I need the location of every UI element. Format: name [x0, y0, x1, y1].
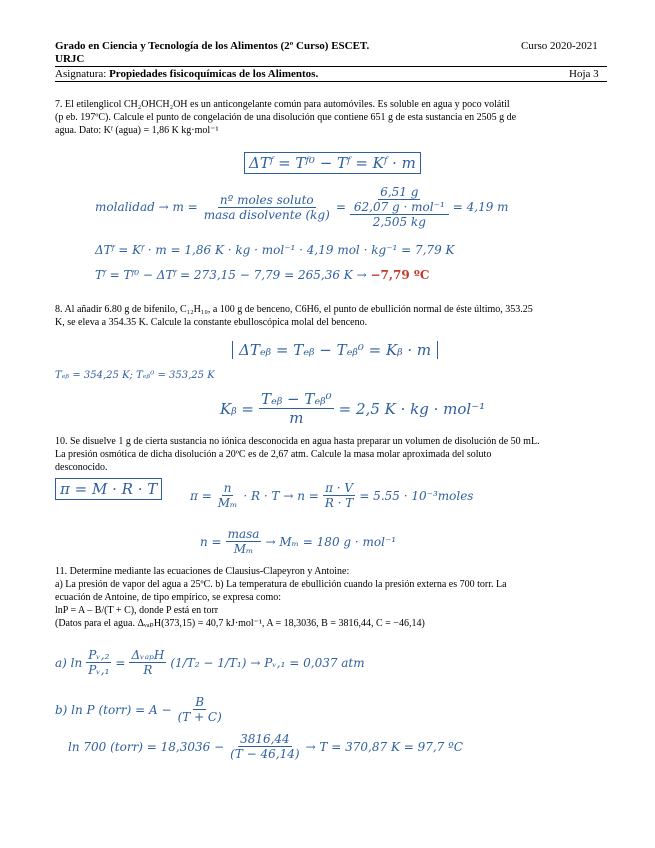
c-label: ln 700 (torr) = 18,3036 −	[68, 739, 225, 754]
c-result: → T = 370,87 K = 97,7 ºC	[305, 739, 463, 754]
a-label: a) ln	[55, 655, 83, 670]
a-enthalpy: ΔᵥₐₚH	[131, 648, 165, 662]
molality-denominator: masa disolvente (kg)	[203, 207, 330, 222]
kb-fraction	[259, 390, 334, 427]
course-title: Grado en Ciencia y Tecnología de los Alimentos (2º Curso) ESCET.	[55, 40, 370, 52]
problem-11-line-5: (Datos para el agua. ΔᵥₐₚH(373,15) = 40,7 kJ·mol⁻¹, A = 18,3036, B = 3816,44, C = −46,14)	[55, 618, 425, 629]
b-label: b) ln P (torr) = A −	[55, 702, 172, 717]
molality-result: = 4,19 m	[452, 200, 509, 214]
pi-numerator: n	[223, 481, 232, 495]
pi-label: π =	[190, 488, 212, 503]
mm-label: n =	[200, 534, 222, 549]
problem-7-line-1: 7. El etilenglicol CH₂OHCH₂OH es un anticongelante común para automóviles. Es soluble en agua y poco volátil	[55, 99, 510, 110]
header-rule-top	[55, 66, 607, 67]
moles-fraction	[352, 185, 447, 214]
pi-middle: · R · T → n =	[243, 488, 319, 503]
mm-numerator: masa	[227, 527, 260, 541]
problem-11-antoine-solution	[68, 732, 463, 761]
subject-label: Asignatura:	[55, 68, 107, 80]
problem-8-line-1: 8. Al añadir 6.80 g de bifenilo, C₁₂H₁₀, a 100 g de benceno, C6H6, el punto de ebullición normal de éste último, 353.25	[55, 304, 533, 315]
molality-numerator: nº moles soluto	[219, 192, 314, 207]
problem-7-line-3: agua. Dato: Kᶠ (agua) = 1,86 K kg·mol⁻¹	[55, 125, 219, 136]
n-result: = 5.55 · 10⁻³moles	[359, 488, 474, 503]
problem-11-line-4: lnP = A – B/(T + C), donde P está en torr	[55, 605, 219, 616]
kb-label: Kᵦ =	[220, 399, 254, 418]
problem-10-key-equation: π = M · R · T	[55, 478, 162, 500]
problem-7-delta-t: ΔTᶠ = Kᶠ · m = 1,86 K · kg · mol⁻¹ · 4,19 mol · kg⁻¹ = 7,79 K	[95, 243, 455, 257]
page-number: Hoja 3	[569, 68, 599, 80]
a-enthalpy-fraction	[129, 648, 166, 677]
course-year: Curso 2020-2021	[521, 40, 598, 52]
mm-fraction	[226, 527, 262, 556]
n-numerator: π · V	[325, 481, 354, 495]
a-p2: Pᵥ,₂	[88, 648, 110, 662]
a-gas-constant: R	[143, 663, 153, 677]
b-fraction	[176, 695, 224, 724]
c-fraction	[228, 732, 301, 761]
problem-8-key-equation: ΔTₑᵦ = Tₑᵦ − Tₑᵦ⁰ = Kᵦ · m	[232, 341, 438, 359]
problem-7-line-2: (p eb. 197ºC). Calcule el punto de congelación de una disolución que contiene 651 g de esta sustancia en 2505 g de	[55, 112, 517, 123]
subject-value: Propiedades fisicoquímicas de los Alimentos.	[109, 68, 319, 80]
subject-line	[55, 68, 318, 80]
n-denominator: R · T	[324, 496, 354, 510]
problem-10-line-1: 10. Se disuelve 1 g de cierta sustancia no iónica desconocida en agua hasta preparar un volumen de disolución de 50 mL.	[55, 436, 540, 447]
solvent-mass: 2,505 kg	[372, 215, 426, 229]
pi-denominator: Mₘ	[217, 496, 238, 510]
molar-mass: 62,07 g · mol⁻¹	[353, 200, 445, 214]
molality-equals: =	[335, 200, 346, 214]
problem-11-line-1: 11. Determine mediante las ecuaciones de Clausius-Clapeyron y Antoine:	[55, 566, 350, 577]
tf-expression: Tᶠ = Tᶠ⁰ − ΔTᶠ = 273,15 − 7,79 = 265,36 K →	[95, 268, 367, 282]
a-equals: =	[115, 655, 126, 670]
a-p1: Pᵥ,₁	[88, 663, 110, 677]
problem-10-line-3: desconocido.	[55, 462, 108, 473]
b-numerator: B	[195, 695, 205, 709]
problem-10-molar-mass-equation	[200, 527, 396, 556]
pi-fraction	[216, 481, 240, 510]
problem-11-antoine-equation	[55, 695, 224, 724]
a-pressure-ratio	[86, 648, 111, 677]
kb-denominator: m	[289, 409, 304, 427]
kb-result: = 2,5 K · kg · mol⁻¹	[338, 399, 486, 418]
c-numerator: 3816,44	[240, 732, 290, 746]
a-result: → Pᵥ,₁ = 0,037 atm	[250, 655, 365, 670]
molality-value-fraction	[350, 185, 449, 229]
kb-numerator: Tₑᵦ − Tₑᵦ⁰	[261, 390, 332, 408]
problem-7-final-temperature	[95, 268, 429, 282]
problem-7-key-equation: ΔTᶠ = Tᶠ⁰ − Tᶠ = Kᶠ · m	[244, 152, 421, 174]
tf-result: −7,79 ºC	[370, 268, 430, 282]
university: URJC	[55, 53, 85, 65]
n-fraction	[323, 481, 355, 510]
c-denominator: (T − 46,14)	[230, 747, 300, 761]
b-denominator: (T + C)	[177, 710, 222, 724]
problem-7-molality-equation	[95, 185, 509, 229]
problem-10-line-2: La presión osmótica de dicha disolución a 20ºC es de 2,67 atm. Calcule la masa molar aproximada del soluto	[55, 449, 492, 460]
molality-fraction	[202, 193, 332, 222]
a-temperature-term: (1/T₂ − 1/T₁)	[170, 655, 247, 670]
mm-denominator: Mₘ	[233, 542, 254, 556]
problem-11-line-3: ecuación de Antoine, de tipo empírico, se expresa como:	[55, 592, 282, 603]
problem-8-given-values: Tₑᵦ = 354,25 K; Tₑᵦ⁰ = 353,25 K	[55, 370, 215, 381]
header-rule-bottom	[55, 81, 607, 82]
problem-8-kb-equation	[220, 390, 485, 427]
mass-solute: 6,51 g	[380, 185, 419, 199]
problem-10-moles-equation	[190, 481, 473, 510]
molality-label: molalidad → m =	[95, 200, 198, 214]
mm-result: → Mₘ = 180 g · mol⁻¹	[265, 534, 397, 549]
problem-11-line-2: a) La presión de vapor del agua a 25ºC. b) La temperatura de ebullición cuando la presión externa es 700 torr. La	[55, 579, 507, 590]
problem-8-line-2: K, se eleva a 354.35 K. Calcule la constante ebulloscópica molal del benceno.	[55, 317, 368, 328]
problem-11-clausius-clapeyron	[55, 648, 365, 677]
